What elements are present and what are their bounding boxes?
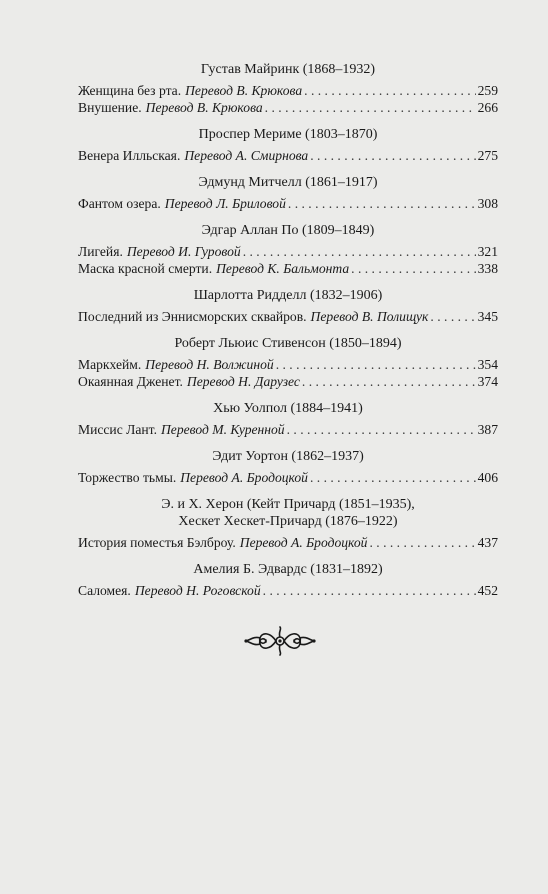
toc-entry <box>78 308 498 325</box>
page-number: 266 <box>477 100 498 115</box>
translator-credit: Перевод В. Крюкова <box>145 100 263 115</box>
toc-entry <box>78 373 498 390</box>
story-title: Миссис Лант. <box>78 422 157 437</box>
toc-entry <box>78 82 498 99</box>
toc-section <box>78 222 498 277</box>
translator-credit: Перевод В. Крюкова <box>185 83 303 98</box>
dot-leader <box>287 421 476 438</box>
toc-section <box>78 400 498 438</box>
translator-credit: Перевод Л. Бриловой <box>164 196 286 211</box>
translator-credit: Перевод К. Бальмонта <box>216 261 350 276</box>
story-title: Фантом озера. <box>78 196 161 211</box>
toc-entry <box>78 260 498 277</box>
toc-section <box>78 561 498 599</box>
dot-leader <box>302 373 476 390</box>
author-heading: Эдмунд Митчелл (1861–1917) <box>198 175 378 190</box>
author-heading: Э. и Х. Херон (Кейт Причард (1851–1935), Хескет Хескет-Причард (1876–1922) <box>161 497 415 529</box>
toc-section <box>78 287 498 325</box>
story-title: Внушение. <box>78 100 142 115</box>
dot-leader <box>263 582 476 599</box>
author-heading: Роберт Льюис Стивенсон (1850–1894) <box>174 336 402 351</box>
page-number: 338 <box>477 261 498 276</box>
translator-credit: Перевод Н. Роговской <box>134 583 261 598</box>
toc-entry <box>78 147 498 164</box>
table-of-contents <box>78 61 498 609</box>
dot-leader <box>369 534 475 551</box>
page-number: 374 <box>477 374 498 389</box>
author-heading: Густав Майринк (1868–1932) <box>200 62 376 77</box>
page-number: 437 <box>477 535 498 550</box>
page-number: 345 <box>477 309 498 324</box>
story-title: Саломея. <box>78 583 131 598</box>
floral-scroll-ornament-icon <box>244 626 316 656</box>
page-number: 406 <box>477 470 498 485</box>
story-title: Женщина без рта. <box>78 83 182 98</box>
dot-leader <box>243 243 476 260</box>
page-number: 452 <box>477 583 498 598</box>
toc-section <box>78 126 498 164</box>
story-title: Торжество тьмы. <box>78 470 177 485</box>
story-title: История поместья Бэлброу. <box>78 535 236 550</box>
author-heading: Шарлотта Ридделл (1832–1906) <box>193 288 383 303</box>
author-heading: Хью Уолпол (1884–1941) <box>213 401 363 416</box>
page-number: 275 <box>477 148 498 163</box>
toc-section <box>78 496 498 551</box>
story-title: Последний из Эннисморских сквайров. <box>78 309 307 324</box>
dot-leader <box>310 147 475 164</box>
page-number: 387 <box>477 422 498 437</box>
author-heading: Эдит Уортон (1862–1937) <box>212 449 364 464</box>
story-title: Венера Илльская. <box>78 148 181 163</box>
translator-credit: Перевод А. Бродоцкой <box>239 535 368 550</box>
toc-entry <box>78 421 498 438</box>
dot-leader <box>430 308 475 325</box>
translator-credit: Перевод Н. Дарузес <box>186 374 300 389</box>
author-heading: Амелия Б. Эдвардс (1831–1892) <box>193 562 383 577</box>
dot-leader <box>265 99 476 116</box>
translator-credit: Перевод И. Гуровой <box>126 244 241 259</box>
story-title: Маркхейм. <box>78 357 142 372</box>
toc-entry <box>78 243 498 260</box>
toc-entry <box>78 356 498 373</box>
toc-entry <box>78 469 498 486</box>
toc-entry <box>78 534 498 551</box>
dot-leader <box>276 356 476 373</box>
toc-section <box>78 335 498 390</box>
translator-credit: Перевод В. Полищук <box>310 309 429 324</box>
page-number: 354 <box>477 357 498 372</box>
toc-section <box>78 61 498 116</box>
story-title: Окаянная Дженет. <box>78 374 183 389</box>
toc-entry <box>78 582 498 599</box>
translator-credit: Перевод А. Бродоцкой <box>180 470 308 485</box>
dot-leader <box>310 469 476 486</box>
dot-leader <box>288 195 476 212</box>
page-number: 259 <box>477 83 498 98</box>
page-number: 321 <box>477 244 498 259</box>
author-heading: Эдгар Аллан По (1809–1849) <box>201 223 375 238</box>
story-title: Маска красной смерти. <box>78 261 213 276</box>
page-number: 308 <box>477 196 498 211</box>
toc-section <box>78 448 498 486</box>
translator-credit: Перевод Н. Волжиной <box>145 357 274 372</box>
story-title: Лигейя. <box>78 244 123 259</box>
translator-credit: Перевод А. Смирнова <box>184 148 309 163</box>
dot-leader <box>351 260 475 277</box>
author-heading: Проспер Мериме (1803–1870) <box>198 127 378 142</box>
toc-entry <box>78 99 498 116</box>
translator-credit: Перевод М. Куренной <box>160 422 285 437</box>
dot-leader <box>304 82 475 99</box>
toc-entry <box>78 195 498 212</box>
toc-section <box>78 174 498 212</box>
